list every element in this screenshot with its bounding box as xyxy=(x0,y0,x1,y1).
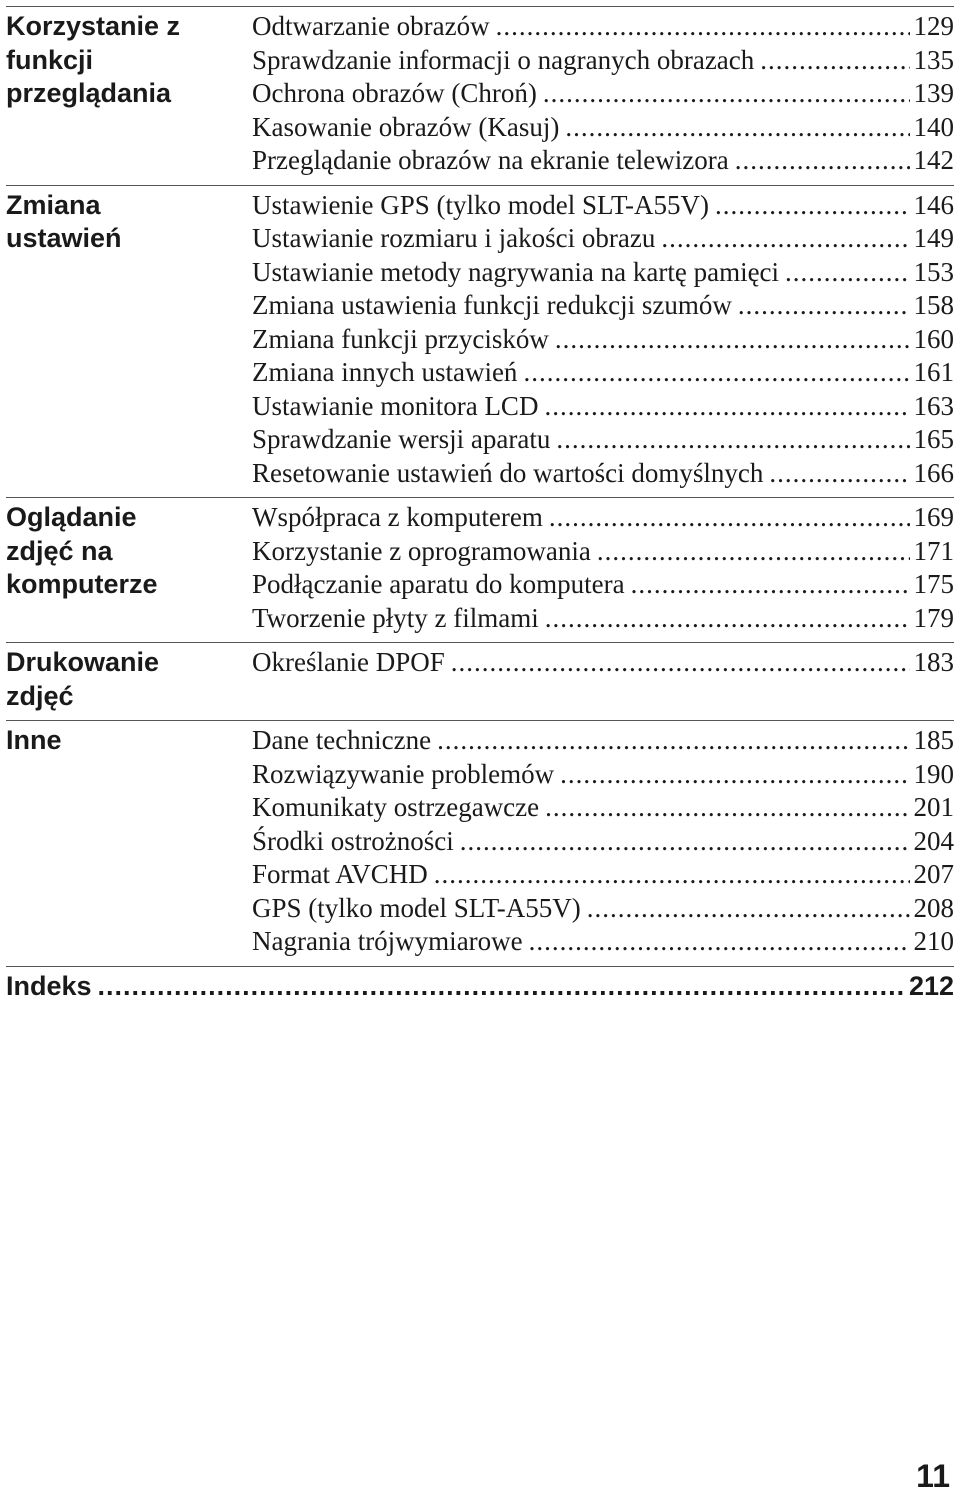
dot-leader xyxy=(545,602,910,636)
toc-entry[interactable] xyxy=(252,222,954,256)
entry-page: 210 xyxy=(913,926,954,956)
entry-page: 207 xyxy=(913,859,954,889)
entry-page: 175 xyxy=(913,569,954,599)
entry-label: GPS (tylko model SLT-A55V) xyxy=(252,892,581,923)
toc-entry[interactable] xyxy=(252,189,954,223)
entry-label: Środki ostrożności xyxy=(252,825,454,856)
index-label: Indeks xyxy=(6,970,92,1001)
entry-page: 183 xyxy=(913,647,954,677)
dot-leader xyxy=(738,289,910,323)
entry-page: 204 xyxy=(913,825,954,856)
toc-entry[interactable] xyxy=(252,289,954,323)
entry-label: Zmiana ustawienia funkcji redukcji szumów xyxy=(252,290,732,320)
dot-leader xyxy=(760,44,909,78)
entry-page: 166 xyxy=(913,457,954,488)
entry-page: 158 xyxy=(913,290,954,320)
entry-label: Korzystanie z oprogramowania xyxy=(252,535,591,566)
toc-entry[interactable] xyxy=(252,535,954,569)
dot-leader xyxy=(735,144,910,178)
entry-label: Nagrania trójwymiarowe xyxy=(252,926,523,956)
toc-entry[interactable] xyxy=(252,758,954,792)
section-title: Korzystanie z funkcji przeglądania xyxy=(6,11,181,108)
entry-page: 161 xyxy=(913,357,954,387)
entry-label: Rozwiązywanie problemów xyxy=(252,758,555,789)
entry-page: 179 xyxy=(913,602,954,633)
entry-label: Sprawdzanie informacji o nagranych obrazach xyxy=(252,44,755,75)
entry-page: 160 xyxy=(913,323,954,354)
entry-label: Resetowanie ustawień do wartości domyślnych xyxy=(252,457,764,488)
toc-entry[interactable] xyxy=(252,10,954,44)
dot-leader xyxy=(769,457,909,491)
toc-entry[interactable] xyxy=(252,77,954,111)
toc-entry[interactable] xyxy=(252,925,954,959)
section-title: Drukowanie zdjęć xyxy=(6,647,160,711)
toc-entry[interactable] xyxy=(252,602,954,636)
index-entry[interactable] xyxy=(6,966,954,1004)
entry-label: Współpraca z komputerem xyxy=(252,502,543,532)
entry-page: 129 xyxy=(913,11,954,41)
entry-page: 163 xyxy=(913,390,954,421)
index-page: 212 xyxy=(908,970,954,1001)
dot-leader xyxy=(715,189,910,223)
dot-leader xyxy=(555,323,910,357)
dot-leader xyxy=(434,858,910,892)
toc-section xyxy=(6,720,954,966)
toc-entry[interactable] xyxy=(252,323,954,357)
entry-label: Przeglądanie obrazów na ekranie telewizora xyxy=(252,145,729,175)
entry-page: 190 xyxy=(913,758,954,789)
entry-page: 185 xyxy=(913,725,954,755)
section-title: Inne xyxy=(6,725,62,755)
toc-entry[interactable] xyxy=(252,390,954,424)
toc-entry[interactable] xyxy=(252,44,954,78)
entry-label: Sprawdzanie wersji aparatu xyxy=(252,424,551,454)
page-number: 11 xyxy=(916,1458,950,1494)
toc-entry[interactable] xyxy=(252,423,954,457)
entry-page: 171 xyxy=(913,535,954,566)
dot-leader xyxy=(631,568,910,602)
entry-page: 142 xyxy=(913,145,954,175)
toc-entry[interactable] xyxy=(252,858,954,892)
entry-page: 208 xyxy=(913,892,954,923)
toc-section xyxy=(6,185,954,498)
toc-section xyxy=(6,642,954,720)
entry-page: 169 xyxy=(913,502,954,532)
toc-entry[interactable] xyxy=(252,646,954,680)
toc-section xyxy=(6,497,954,642)
dot-leader xyxy=(437,724,909,758)
entry-page: 140 xyxy=(913,111,954,142)
dot-leader xyxy=(587,892,910,926)
dot-leader xyxy=(545,791,909,825)
toc-entry[interactable] xyxy=(252,457,954,491)
entry-label: Odtwarzanie obrazów xyxy=(252,11,490,41)
dot-leader xyxy=(460,825,910,859)
section-entries xyxy=(252,10,954,178)
dot-leader xyxy=(661,222,909,256)
entry-label: Określanie DPOF xyxy=(252,647,445,677)
entry-label: Podłączanie aparatu do komputera xyxy=(252,569,625,599)
toc-section xyxy=(6,6,954,185)
section-entries xyxy=(252,724,954,959)
entry-label: Kasowanie obrazów (Kasuj) xyxy=(252,111,560,142)
entry-page: 153 xyxy=(913,256,954,287)
entry-page: 146 xyxy=(913,189,954,220)
entry-label: Komunikaty ostrzegawcze xyxy=(252,792,540,822)
entry-label: Ustawienie GPS (tylko model SLT-A55V) xyxy=(252,189,709,220)
toc-entry[interactable] xyxy=(252,144,954,178)
entry-label: Ochrona obrazów (Chroń) xyxy=(252,78,537,108)
toc-entry[interactable] xyxy=(252,111,954,145)
section-title: Zmiana ustawień xyxy=(6,189,122,253)
dot-leader xyxy=(451,646,910,680)
entry-page: 139 xyxy=(913,78,954,108)
entry-page: 165 xyxy=(913,424,954,454)
toc-entry[interactable] xyxy=(252,892,954,926)
entry-label: Format AVCHD xyxy=(252,859,428,889)
toc-entry[interactable] xyxy=(252,256,954,290)
dot-leader xyxy=(560,758,909,792)
entry-page: 135 xyxy=(913,44,954,75)
entry-page: 201 xyxy=(913,792,954,822)
toc-entry[interactable] xyxy=(252,825,954,859)
entry-label: Dane techniczne xyxy=(252,725,432,755)
entry-label: Ustawianie metody nagrywania na kartę pamięci xyxy=(252,256,780,287)
section-entries xyxy=(252,189,954,491)
entry-label: Zmiana funkcji przycisków xyxy=(252,323,549,354)
dot-leader xyxy=(549,501,910,535)
entry-page: 149 xyxy=(913,223,954,253)
entry-label: Tworzenie płyty z filmami xyxy=(252,602,539,633)
section-entries xyxy=(252,646,954,713)
toc-entry[interactable] xyxy=(252,724,954,758)
entry-label: Zmiana innych ustawień xyxy=(252,357,518,387)
section-entries xyxy=(252,501,954,635)
dot-leader xyxy=(529,925,910,959)
entry-label: Ustawianie monitora LCD xyxy=(252,390,539,421)
dot-leader xyxy=(544,390,909,424)
dot-leader xyxy=(98,970,903,1004)
table-of-contents xyxy=(6,6,954,1003)
dot-leader xyxy=(523,356,909,390)
toc-entry[interactable] xyxy=(252,791,954,825)
toc-entry[interactable] xyxy=(252,501,954,535)
dot-leader xyxy=(543,77,910,111)
toc-entry[interactable] xyxy=(252,568,954,602)
section-title: Oglądanie zdjęć na komputerze xyxy=(6,502,158,599)
dot-leader xyxy=(556,423,909,457)
dot-leader xyxy=(565,111,909,145)
dot-leader xyxy=(496,10,910,44)
toc-entry[interactable] xyxy=(252,356,954,390)
dot-leader xyxy=(785,256,909,290)
dot-leader xyxy=(597,535,910,569)
entry-label: Ustawianie rozmiaru i jakości obrazu xyxy=(252,223,656,253)
